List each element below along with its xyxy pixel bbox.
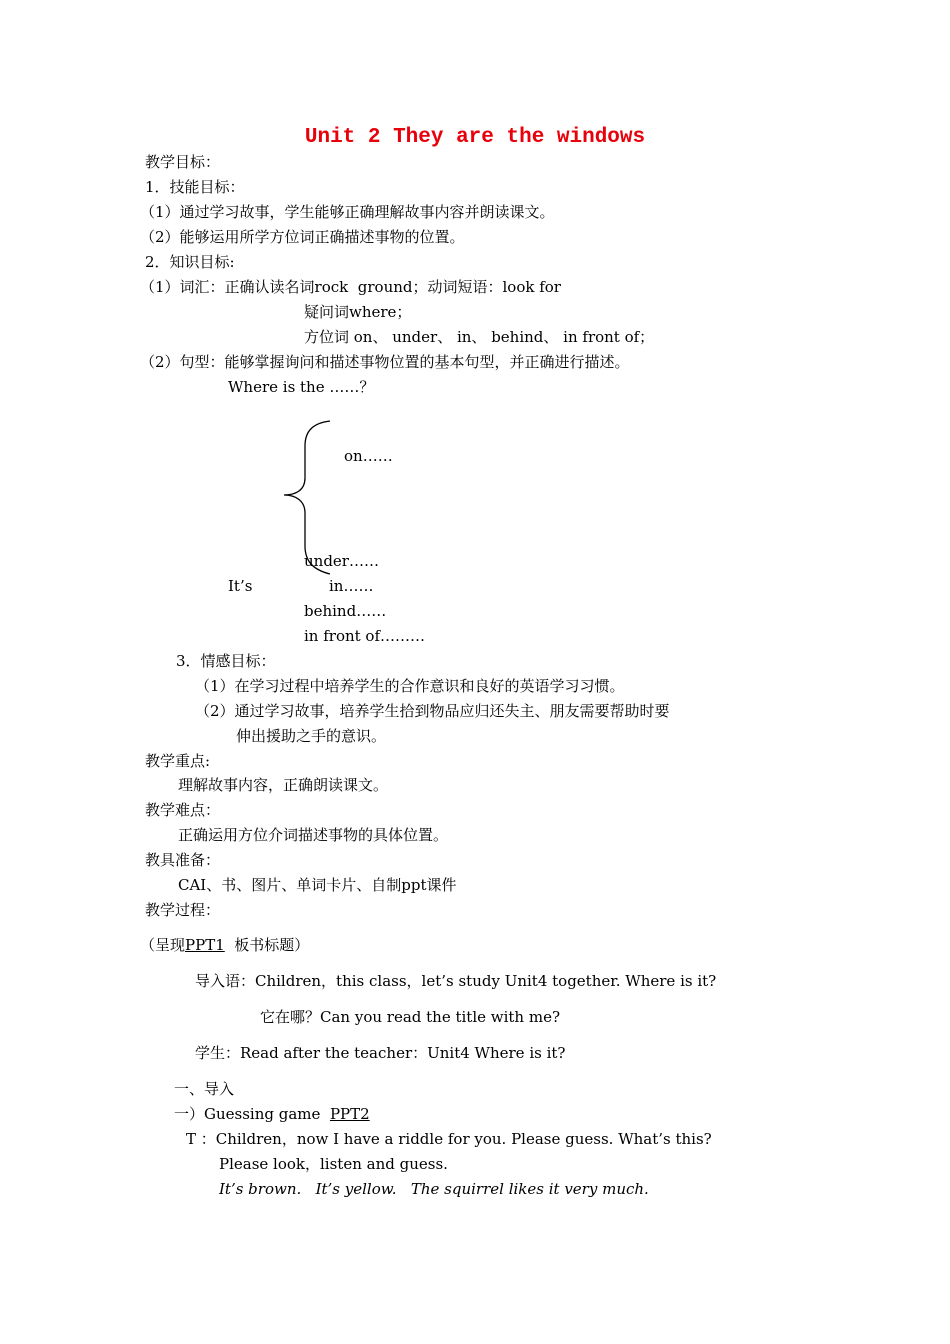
emotion-item-1: （1）在学习过程中培养学生的合作意识和良好的英语学习习惯。 [195,677,625,695]
intro-line: 导入语：Children，this class，let’s study Unit4 together. Where is it? [195,972,717,990]
guessing-game-line [174,1105,370,1123]
emotion-item-2: （2）通过学习故事，培养学生拾到物品应归还失主、朋友需要帮助时要 [195,702,670,720]
materials-text: CAI、书、图片、单词卡片、自制ppt课件 [178,876,457,894]
riddle-line: It’s brown. It’s yellow. The squirrel likes it very much. [219,1180,649,1198]
ppt1-pre: （呈现 [140,936,186,954]
in-option: in…… [329,577,374,595]
skill-heading: 1．技能目标： [145,178,245,196]
behind-option: behind…… [304,602,387,620]
teacher-line-2: Please look，listen and guess. [219,1155,448,1173]
difficulty-text: 正确运用方位介词描述事物的具体位置。 [178,826,449,844]
on-option: on…… [344,447,393,465]
sentence-pattern-line: （2）句型：能够掌握询问和描述事物位置的基本句型，并正确进行描述。 [140,353,630,371]
where-question: Where is the ……？ [228,378,375,396]
ppt2-link[interactable]: PPT2 [329,1105,370,1123]
prepositions-line: 方位词 on、 under、 in、 behind、 in front of； [304,328,655,346]
in-front-option: in front of……… [304,627,426,645]
question-word-line: 疑问词where； [304,303,412,321]
ppt1-post: 板书标题） [224,936,310,954]
key-point-text: 理解故事内容，正确朗读课文。 [178,776,389,794]
emotion-heading: 3．情感目标： [176,652,276,670]
guessing-game-label: 一）Guessing game [174,1105,330,1123]
objectives-heading: 教学目标： [145,153,221,171]
knowledge-heading: 2．知识目标: [145,253,235,271]
students-line: 学生：Read after the teacher：Unit4 Where is it? [195,1044,566,1062]
ppt1-link[interactable]: PPT1 [185,936,225,954]
section-intro-heading: 一、导入 [174,1080,235,1098]
page-title: Unit 2 They are the windows [304,126,646,149]
skill-item-2: （2）能够运用所学方位词正确描述事物的位置。 [140,228,465,246]
its-label: It’s [228,577,253,595]
emotion-item-2-cont: 伸出援助之手的意识。 [236,727,387,745]
process-heading: 教学过程： [145,901,221,919]
skill-item-1: （1）通过学习故事，学生能够正确理解故事内容并朗读课文。 [140,203,555,221]
key-point-heading: 教学重点: [145,752,211,770]
difficulty-heading: 教学难点： [145,801,221,819]
materials-heading: 教具准备： [145,851,221,869]
intro-line-2: 它在哪？Can you read the title with me? [260,1008,561,1026]
teacher-line: T ：Children，now I have a riddle for you. Please guess. What’s this? [186,1130,712,1148]
vocab-line: （1）词汇：正确认读名词rock ground；动词短语：look for [140,278,561,296]
under-option: under…… [304,552,379,570]
ppt1-line [140,936,309,954]
